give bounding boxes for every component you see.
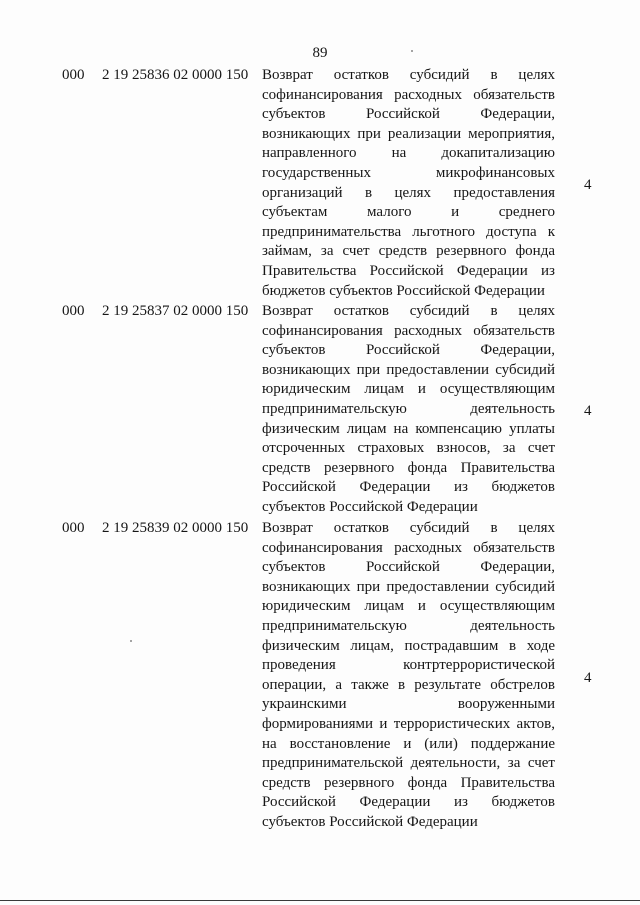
admin-code: 000 (62, 67, 85, 83)
kbk-code: 2 19 25837 02 0000 150 (102, 303, 249, 319)
scan-speck (411, 50, 413, 52)
row-description: Возврат остатков субсидий в целях софинансирования расходных обязательств субъектов Российской Федерации, возникающих при предоставлении субсидий юридическим лицам и осуществляющим предпринимательскую деятельность физическим лицам, пострадавшим в ходе проведения контртеррористической операции, а также в результате обстрелов украинскими вооруженными формированиями и террористических актов, на восстановление и (или) поддержание предпринимательской деятельности, за счет средств резервного фонда Правительства Российской Федерации из бюджетов субъектов Российской Федерации (262, 520, 555, 830)
scan-speck (130, 640, 132, 642)
kbk-code: 2 19 25839 02 0000 150 (102, 520, 249, 536)
page-number: 89 (312, 45, 328, 61)
row-value: 4 (584, 403, 592, 419)
row-value: 4 (584, 177, 592, 193)
row-value: 4 (584, 670, 592, 686)
admin-code: 000 (62, 520, 85, 536)
admin-code: 000 (62, 303, 85, 319)
kbk-code: 2 19 25836 02 0000 150 (102, 67, 249, 83)
row-description: Возврат остатков субсидий в целях софинансирования расходных обязательств субъектов Российской Федерации, возникающих при реализации мероприятия, направленного на докапитализацию государственных микрофинансовых организаций в целях предоставления субъектам малого и среднего предпринимательства льготного доступа к займам, за счет средств резервного фонда Правительства Российской Федерации из бюджетов субъектов Российской Федерации (262, 67, 555, 299)
scan-edge-line (0, 900, 640, 901)
row-description: Возврат остатков субсидий в целях софинансирования расходных обязательств субъектов Российской Федерации, возникающих при предоставлении субсидий юридическим лицам и осуществляющим предпринимательскую деятельность физическим лицам на компенсацию уплаты отсроченных страховых взносов, за счет средств резервного фонда Правительства Российской Федерации из бюджетов субъектов Российской Федерации (262, 303, 555, 515)
